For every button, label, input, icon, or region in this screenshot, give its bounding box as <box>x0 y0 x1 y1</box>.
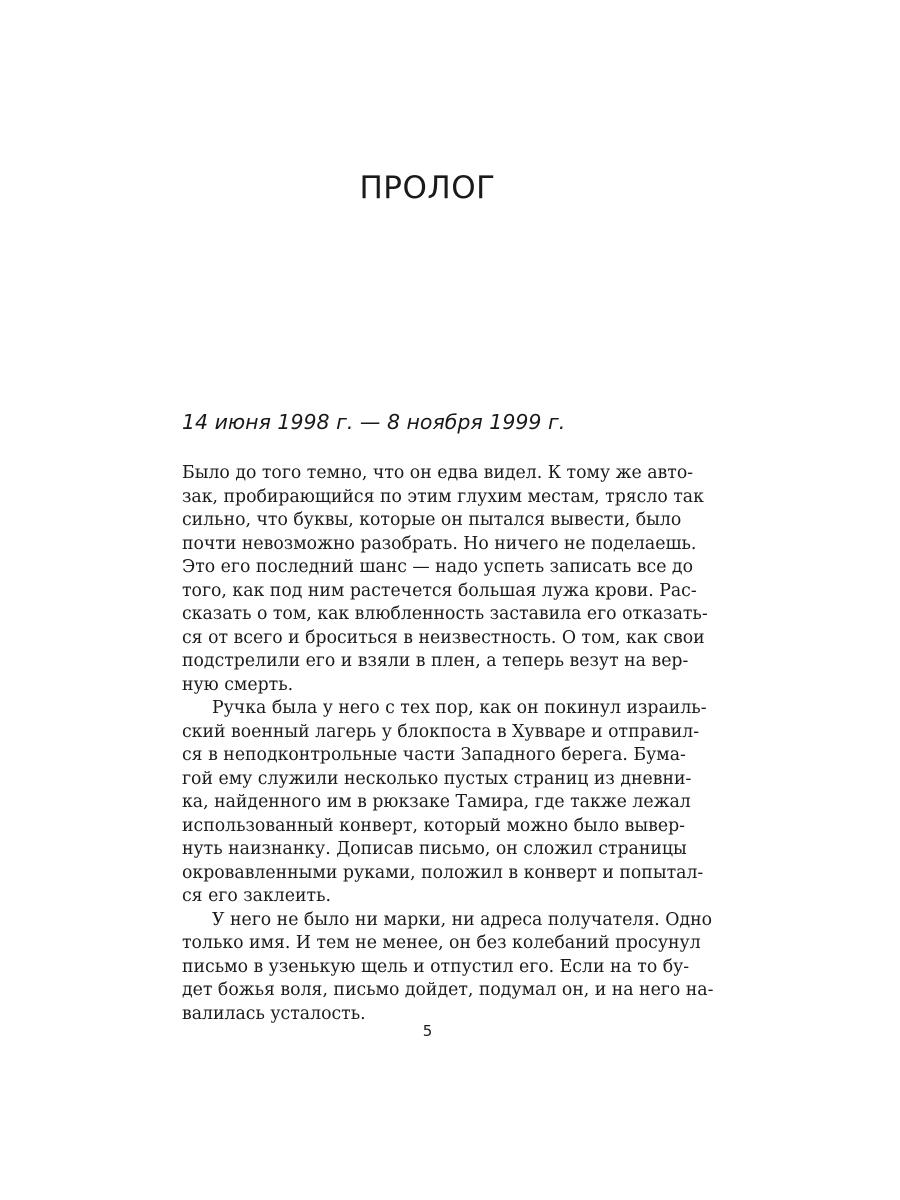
chapter-title: ПРОЛОГ <box>359 170 496 206</box>
text-line: ся его заклеить. <box>182 886 331 906</box>
text-line: ка, найденного им в рюкзаке Тамира, где также лежал <box>182 792 691 812</box>
text-line: ся от всего и броситься в неизвестность. О том, как свои <box>182 627 705 648</box>
body-text <box>182 462 714 1026</box>
text-line: письмо в узенькую щель и отпустил его. Если на то бу- <box>182 956 690 977</box>
text-line: Ручка была у него с тех пор, как он покинул израиль- <box>212 698 707 718</box>
text-line: зак, пробирающийся по этим глухим местам, трясло так <box>182 486 704 507</box>
text-line: ную смерть. <box>182 674 294 695</box>
text-line: ский военный лагерь у блокпоста в Хувваре и отправил- <box>182 721 700 742</box>
text-line: У него не было ни марки, ни адреса получателя. Одно <box>212 909 713 930</box>
text-line: почти невозможно разобрать. Но ничего не поделаешь. <box>182 533 697 554</box>
text-line: того, как под ним растечется большая лужа крови. Рас- <box>182 580 697 601</box>
text-line: только имя. И тем не менее, он без колебаний просунул <box>182 933 701 953</box>
text-line: сказать о том, как влюбленность заставила его отказать- <box>182 604 708 624</box>
text-line: сильно, что буквы, которые он пытался вывести, было <box>182 510 682 530</box>
chapter-date-range: 14 июня 1998 г. — 8 ноября 1999 г. <box>182 410 566 434</box>
text-line: валилась усталость. <box>182 1003 366 1024</box>
page-number: 5 <box>422 1022 433 1040</box>
text-line: Это его последний шанс — надо успеть записать все до <box>182 557 693 577</box>
text-line: использованный конверт, который можно было вывер- <box>182 815 685 836</box>
text-line: окровавленными руками, положил в конверт и попытал- <box>182 862 704 883</box>
text-line: ся в неподконтрольные части Западного берега. Бума- <box>182 745 686 765</box>
text-line: Было до того темно, что он едва видел. К тому же авто- <box>182 463 694 483</box>
text-line: дет божья воля, письмо дойдет, подумал он, и на него на- <box>182 980 714 1000</box>
text-line: подстрелили его и взяли в плен, а теперь везут на вер- <box>182 651 689 671</box>
text-line: гой ему служили несколько пустых страниц из дневни- <box>182 768 692 789</box>
text-line: нуть наизнанку. Дописав письмо, он сложил страницы <box>182 839 687 859</box>
